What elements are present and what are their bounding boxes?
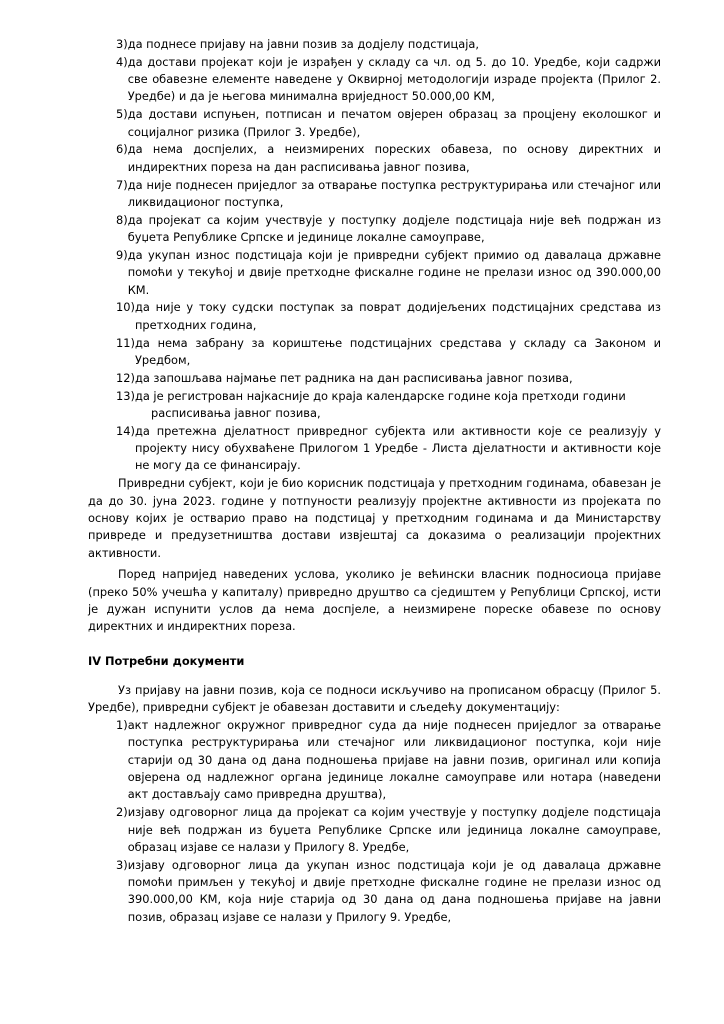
list-item-text: да није поднесен приједлог за отварање поступка реструктурирања или стечајног или ликвидационог поступка, xyxy=(127,177,661,209)
list-item-number: 10) xyxy=(116,300,135,315)
list-item-text: акт надлежног окружног привредног суда да није поднесен приједлог за отварање поступка реструктурирања или стечајног или ликвидационог поступка, који није старији од 30 дана од дана подношења пријаве на јавни позив, оригинал или копија овјерена од надлежног органа јединице локалне самоуправе или нотара (наведени акт достављају само привредна друштва), xyxy=(127,718,661,802)
list-item-number: 12) xyxy=(116,370,135,385)
list-item-number: 3) xyxy=(116,37,128,51)
list-item-text: да запошљава најмање пет радника на дан расписивања јавног позива, xyxy=(134,370,573,385)
paragraph: Поред напријед наведених услова, уколико је већински власник подносиоца пријаве (преко 50% учешћа у капиталу) привредно друштво са сједиштем у Републици Српској, исти је дужан испунити услов да нема доспјеле, а неизмирене пореске обавезе по основу директних и индиректних пореза. xyxy=(88,567,661,634)
list-item-continuation: расписивања јавног позива, xyxy=(151,406,321,421)
list-item-number: 1) xyxy=(116,718,128,733)
list-item-text: да нема забрану за кориштење подстицајних средстава у складу са Законом и Уредбом, xyxy=(134,335,661,367)
list-item-number: 9) xyxy=(116,247,128,262)
list-item-text: да укупан износ подстицаја који је привредни субјект примио од давалаца државне помоћи у текућој и двије претходне фискалне године не прелази износ од 390.000,00 КМ. xyxy=(127,247,661,297)
list-item-number: 5) xyxy=(116,107,128,122)
list-item xyxy=(88,857,661,926)
list-item-number: 4) xyxy=(116,54,128,69)
list-item-number: 7) xyxy=(116,177,128,192)
list-item xyxy=(88,247,661,299)
list-item xyxy=(88,804,661,856)
list-item-number: 2) xyxy=(116,805,128,820)
list-item xyxy=(88,54,661,106)
list-item xyxy=(88,36,661,53)
list-item xyxy=(88,717,661,804)
document-body xyxy=(88,36,661,926)
list-item xyxy=(88,388,661,405)
list-item xyxy=(88,177,661,212)
list-item-number: 13) xyxy=(116,388,135,403)
list-item xyxy=(88,212,661,247)
paragraph: Уз пријаву на јавни позив, која се подноси искључиво на прописаном обрасцу (Прилог 5. Уредбе), привредни субјект је обавезан доставити и сљедећу документацију: xyxy=(88,682,661,715)
list-item-text: да достави пројекат који је израђен у складу са чл. од 5. до 10. Уредбе, који садржи све обавезне елементе наведене у Оквирној методологији израде пројекта (Прилог 2. Уредбе) и да је његова минимална вриједност 50.000,00 КМ, xyxy=(127,54,661,104)
list-item-number: 6) xyxy=(116,142,128,157)
list-item-text: да поднесе пријаву на јавни позив за додјелу подстицаја, xyxy=(127,37,479,51)
list-item-text: да достави испуњен, потписан и печатом овјерен образац за процјену еколошког и социјалног ризика (Прилог 3. Уредбе), xyxy=(127,107,661,139)
list-item-number: 8) xyxy=(116,212,128,227)
list-item xyxy=(88,299,661,334)
list-item-number: 14) xyxy=(116,423,135,438)
list-item-text: да нема доспјелих, а неизмирених пореских обавеза, по основу директних и индиректних пореза на дан расписивања јавног позива, xyxy=(127,142,661,174)
list-item-text: изјаву одговорног лица да пројекат са којим учествује у поступку додјеле подстицаја није већ подржан из буџета Републике Српске или јединица локалне самоуправе, образац изјаве се налази у Прилогу 8. Уредбе, xyxy=(127,805,661,854)
list-item-text: да претежна дјелатност привредног субјекта или активности које се реализују у пројекту нису обухваћене Прилогом 1 Уредбе - Листа дјелатности и активности које не могу да се финансирају. xyxy=(134,423,661,473)
list-item xyxy=(88,370,661,387)
list-item xyxy=(88,141,661,176)
list-item xyxy=(88,335,661,370)
list-item-text: да је регистрован најкасније до краја календарске године која претходи години xyxy=(134,388,626,403)
list-item-text: изјаву одговорног лица да укупан износ подстицаја који је од давалаца државне помоћи примљен у текућој и двије претходне фискалне године не прелази износ од 390.000,00 КМ, која није старија од 30 дана од дана подношења пријаве на јавни позив, образац изјаве се налази у Прилогу 9. Уредбе, xyxy=(127,857,661,924)
list-item-number: 3) xyxy=(116,857,128,872)
section-heading: IV Потребни документи xyxy=(88,653,245,668)
list-item xyxy=(88,106,661,141)
list-item-text: да није у току судски поступак за поврат додијељених подстицајних средстава из претходних година, xyxy=(134,300,661,332)
list-item-number: 11) xyxy=(116,335,135,350)
list-item xyxy=(88,423,661,475)
paragraph: Привредни субјект, који је био корисник подстицаја у претходним годинама, обавезан је да до 30. јуна 2023. године у потпуности реализују пројектне активности из пројеката по основу којих је остварио право на подстицај у претходним годинама и да Министарству привреде и предузетништва достави извјештај са доказима о реализацији пројектних активности. xyxy=(88,476,661,560)
list-item-text: да пројекат са којим учествује у поступку додјеле подстицаја није већ подржан из буџета Републике Српске и јединице локалне самоуправе, xyxy=(127,212,661,245)
